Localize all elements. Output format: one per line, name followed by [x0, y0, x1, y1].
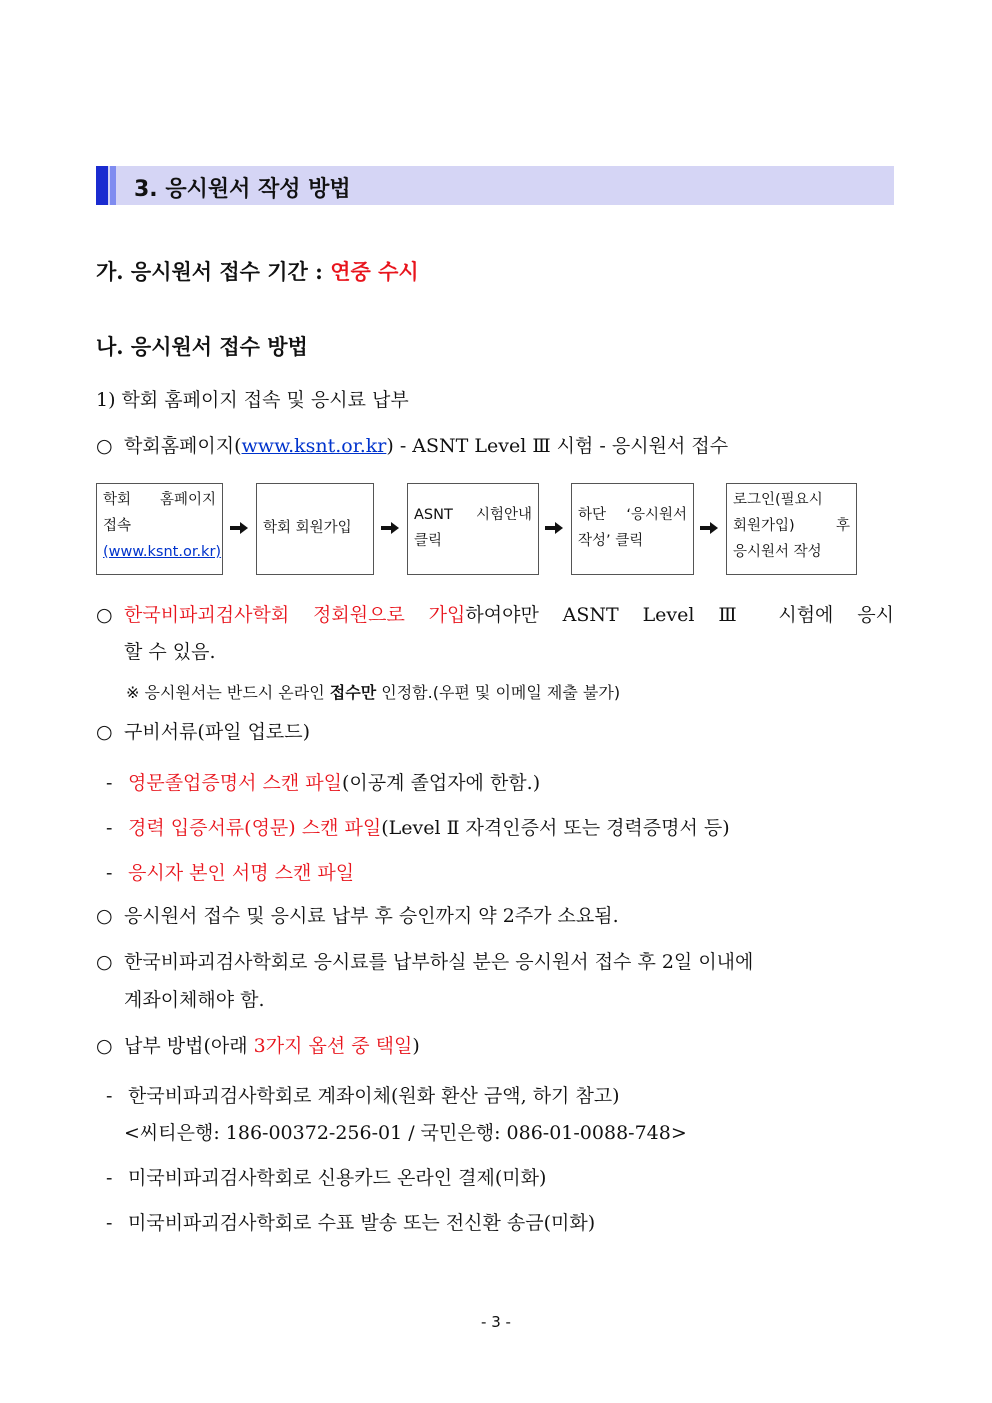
dash-bullet: - — [106, 1085, 113, 1107]
payment-item-text: 미국비파괴검사학회로 신용카드 온라인 결제(미화) — [128, 1167, 547, 1189]
flow-box-homepage — [96, 483, 223, 575]
title-accent-stripe — [96, 166, 108, 205]
flow-box-text: 학회 홈페이지 — [103, 492, 216, 508]
flow-arrow-icon — [230, 522, 248, 534]
docs-item — [96, 858, 354, 885]
approval-line — [96, 901, 619, 928]
docs-item — [96, 768, 540, 795]
homepage-line — [96, 431, 728, 458]
period-value: 연중 수시 — [330, 259, 419, 284]
flow-box-text: 응시원서 작성 — [733, 544, 822, 560]
docs-item — [96, 813, 730, 840]
payment-item-text: 미국비파괴검사학회로 수표 발송 또는 전신환 송금(미화) — [128, 1212, 596, 1234]
bank-accounts: <씨티은행: 186-00372-256-01 / 국민은행: 086-01-0088-748> — [124, 1122, 687, 1144]
docs-title: 구비서류(파일 업로드) — [124, 721, 311, 743]
flow-arrow-icon — [381, 522, 399, 534]
circle-bullet-icon: ○ — [96, 905, 113, 927]
transfer-text: 한국비파괴검사학회로 응시료를 납부하실 분은 응시원서 접수 후 2일 이내에 — [124, 951, 754, 973]
dash-bullet: - — [106, 772, 113, 794]
step1-title: 1) 학회 홈페이지 접속 및 응시료 납부 — [96, 389, 409, 411]
flow-box-login — [726, 483, 857, 575]
payment-item — [96, 1163, 546, 1190]
payment-post: ) — [412, 1035, 420, 1057]
transfer-cont: 계좌이체해야 함. — [124, 989, 265, 1011]
note-post: 인정함.(우편 및 이메일 제출 불가) — [376, 683, 621, 702]
method-heading: 나. 응시원서 접수 방법 — [96, 334, 308, 359]
payment-line — [96, 1031, 420, 1058]
circle-bullet-icon: ○ — [96, 1035, 113, 1057]
flow-box-text: 작성’ 클릭 — [578, 533, 644, 549]
flow-box-signup — [256, 483, 374, 575]
online-note — [126, 680, 620, 703]
note-bold: 접수만 — [329, 683, 377, 702]
docs-item-red: 경력 입증서류(영문) 스캔 파일 — [128, 817, 382, 839]
circle-bullet-icon: ○ — [96, 435, 113, 457]
transfer-line — [96, 947, 753, 974]
docs-item-rest: (이공계 졸업자에 한함.) — [341, 772, 541, 794]
title-accent-stripe-light — [110, 166, 116, 205]
docs-item-red: 영문졸업증명서 스캔 파일 — [128, 772, 342, 794]
payment-item-text: 한국비파괴검사학회로 계좌이체(원화 환산 금액, 하기 참고) — [128, 1085, 620, 1107]
flow-box-application — [571, 483, 694, 575]
membership-red: 한국비파괴검사학회 정회원으로 가입 — [124, 604, 466, 626]
page-number: - 3 - — [481, 1313, 511, 1331]
payment-item — [96, 1081, 620, 1108]
flow-box-text: 클릭 — [414, 533, 443, 549]
membership-cont: 할 수 있음. — [124, 641, 216, 663]
dash-bullet: - — [106, 1167, 113, 1189]
dash-bullet: - — [106, 862, 113, 884]
flow-box-text: 회원가입) 후 — [733, 518, 850, 534]
flow-box-text: 로그인(필요시 — [733, 492, 823, 508]
homepage-line-post: ) - ASNT Level Ⅲ 시험 - 응시원서 접수 — [386, 435, 729, 457]
flow-box-asnt — [407, 483, 539, 575]
circle-bullet-icon: ○ — [96, 604, 113, 626]
docs-item-red: 응시자 본인 서명 스캔 파일 — [128, 862, 355, 884]
flow-box-text: 하단 ‘응시원서 — [578, 507, 687, 523]
docs-title-line — [96, 717, 310, 744]
dash-bullet: - — [106, 1212, 113, 1234]
flow-arrow-icon — [700, 522, 718, 534]
homepage-link[interactable]: www.ksnt.or.kr — [241, 435, 387, 457]
approval-text: 응시원서 접수 및 응시료 납부 후 승인까지 약 2주가 소요됨. — [124, 905, 619, 927]
payment-red: 3가지 옵션 중 택일 — [253, 1035, 413, 1057]
membership-line — [96, 600, 894, 627]
period-label: 가. 응시원서 접수 기간 : — [96, 259, 331, 284]
flow-box-text: 접속 — [103, 518, 132, 534]
docs-item-rest: (Level Ⅱ 자격인증서 또는 경력증명서 등) — [381, 817, 730, 839]
section-title: 3. 응시원서 작성 방법 — [134, 177, 351, 202]
dash-bullet: - — [106, 817, 113, 839]
circle-bullet-icon: ○ — [96, 951, 113, 973]
period-heading — [96, 256, 419, 286]
section-title-bar — [96, 166, 894, 205]
payment-item — [96, 1208, 595, 1235]
note-pre: ※ 응시원서는 반드시 온라인 — [126, 683, 330, 702]
circle-bullet-icon: ○ — [96, 721, 113, 743]
flow-box-text: 학회 회원가입 — [263, 520, 352, 536]
flow-arrow-icon — [545, 522, 563, 534]
flow-box-link[interactable]: (www.ksnt.or.kr) — [103, 544, 222, 560]
flow-box-text: ASNT 시험안내 — [414, 507, 532, 523]
homepage-line-pre: 학회홈페이지( — [124, 435, 242, 457]
membership-rest: 하여야만 ASNT Level Ⅲ 시험에 응시 — [465, 604, 894, 626]
payment-pre: 납부 방법(아래 — [124, 1035, 254, 1057]
